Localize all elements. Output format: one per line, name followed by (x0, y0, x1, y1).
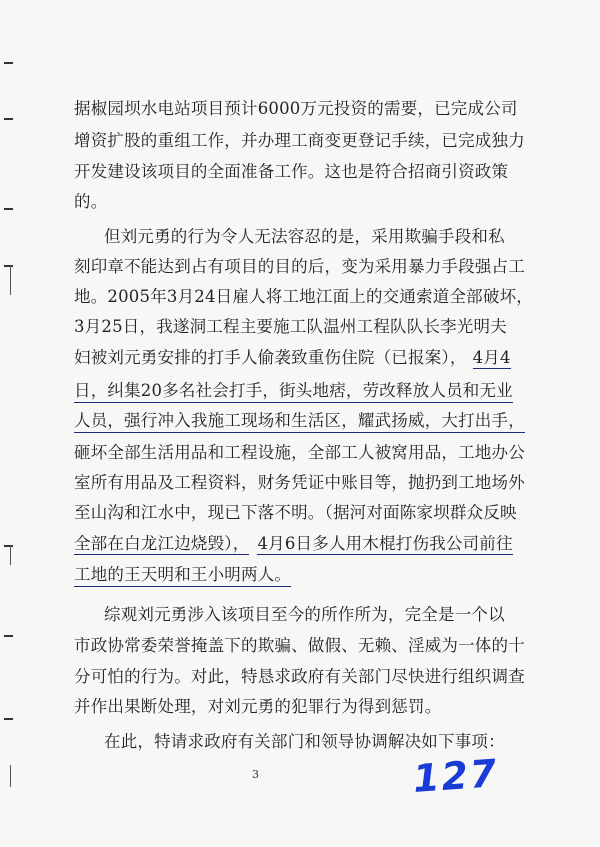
text-line: 在此，特请求政府有关部门和领导协调解决如下事项： (104, 732, 505, 751)
text-line: 砸坏全部生活用品和工程设施，全部工人被窝用品，工地办公 (74, 443, 525, 462)
binding-mark (4, 635, 13, 637)
binding-mark (10, 265, 11, 295)
text-line: 地。2005年3月24日雇人将工地江面上的交通索道全部破坏， (74, 287, 533, 306)
text-line: 据椒园坝水电站项目预计6000万元投资的需要，已完成公司 (74, 99, 518, 118)
binding-mark (10, 765, 11, 787)
text-line: 开发建设该项目的全面准备工作。这也是符合招商引资政策 (74, 162, 509, 181)
text-line: 至山沟和江水中，现已下落不明。（据河对面陈家坝群众反映 (74, 503, 517, 522)
text-line: 市政协常委荣誉掩盖下的欺骗、做假、无赖、淫威为一体的十 (74, 636, 525, 655)
binding-mark (4, 62, 13, 64)
text-line (74, 344, 511, 368)
binding-mark (10, 545, 11, 565)
binding-mark (4, 265, 13, 267)
underlined-text-line: 人员，强行冲入我施工现场和生活区，耀武扬威，大打出手， (74, 407, 525, 433)
binding-mark (4, 718, 13, 720)
text-segment: 妇被刘元勇安排的打手人偷袭致重伤住院（已报案）， (74, 348, 467, 367)
page-number: 3 (252, 768, 259, 781)
handwritten-page-number: 127 (411, 751, 500, 801)
underlined-text: 4月6日多人用木棍打伤我公司前往 (257, 534, 513, 553)
text-line (74, 530, 513, 554)
text-line: 但刘元勇的行为令人无法容忍的是，采用欺骗手段和私 (104, 227, 505, 246)
underlined-text-line: 日，纠集20多名社会打手，街头地痞，劳改释放人员和无业 (74, 377, 513, 403)
text-line: 增资扩股的重组工作，并办理工商变更登记手续，已完成独力 (74, 131, 525, 150)
text-line: 分可怕的行为。对此，特恳求政府有关部门尽快进行组织调查 (74, 667, 525, 686)
text-line: 刻印章不能达到占有项目的目的后，变为采用暴力手段强占工 (74, 257, 525, 276)
text-line: 并作出果断处理，对刘元勇的犯罪行为得到惩罚。 (74, 697, 442, 716)
underlined-text: 4月4 (472, 348, 511, 367)
text-line: 室所有用品及工程资料，财务凭证中账目等，抛扔到工地场外 (74, 473, 525, 492)
text-line: 的。 (74, 192, 108, 211)
text-line: 3月25日，我遂洞工程主要施工队温州工程队队长李光明夫 (74, 317, 507, 336)
binding-mark (4, 545, 13, 547)
underlined-text-line: 工地的王天明和王小明两人。 (74, 561, 291, 587)
binding-margin (0, 0, 22, 847)
text-line: 综观刘元勇涉入该项目至今的所作所为，完全是一个以 (104, 605, 505, 624)
binding-mark (4, 208, 13, 210)
underlined-text: 全部在白龙江边烧毁）， (74, 534, 250, 553)
binding-mark (4, 118, 13, 120)
